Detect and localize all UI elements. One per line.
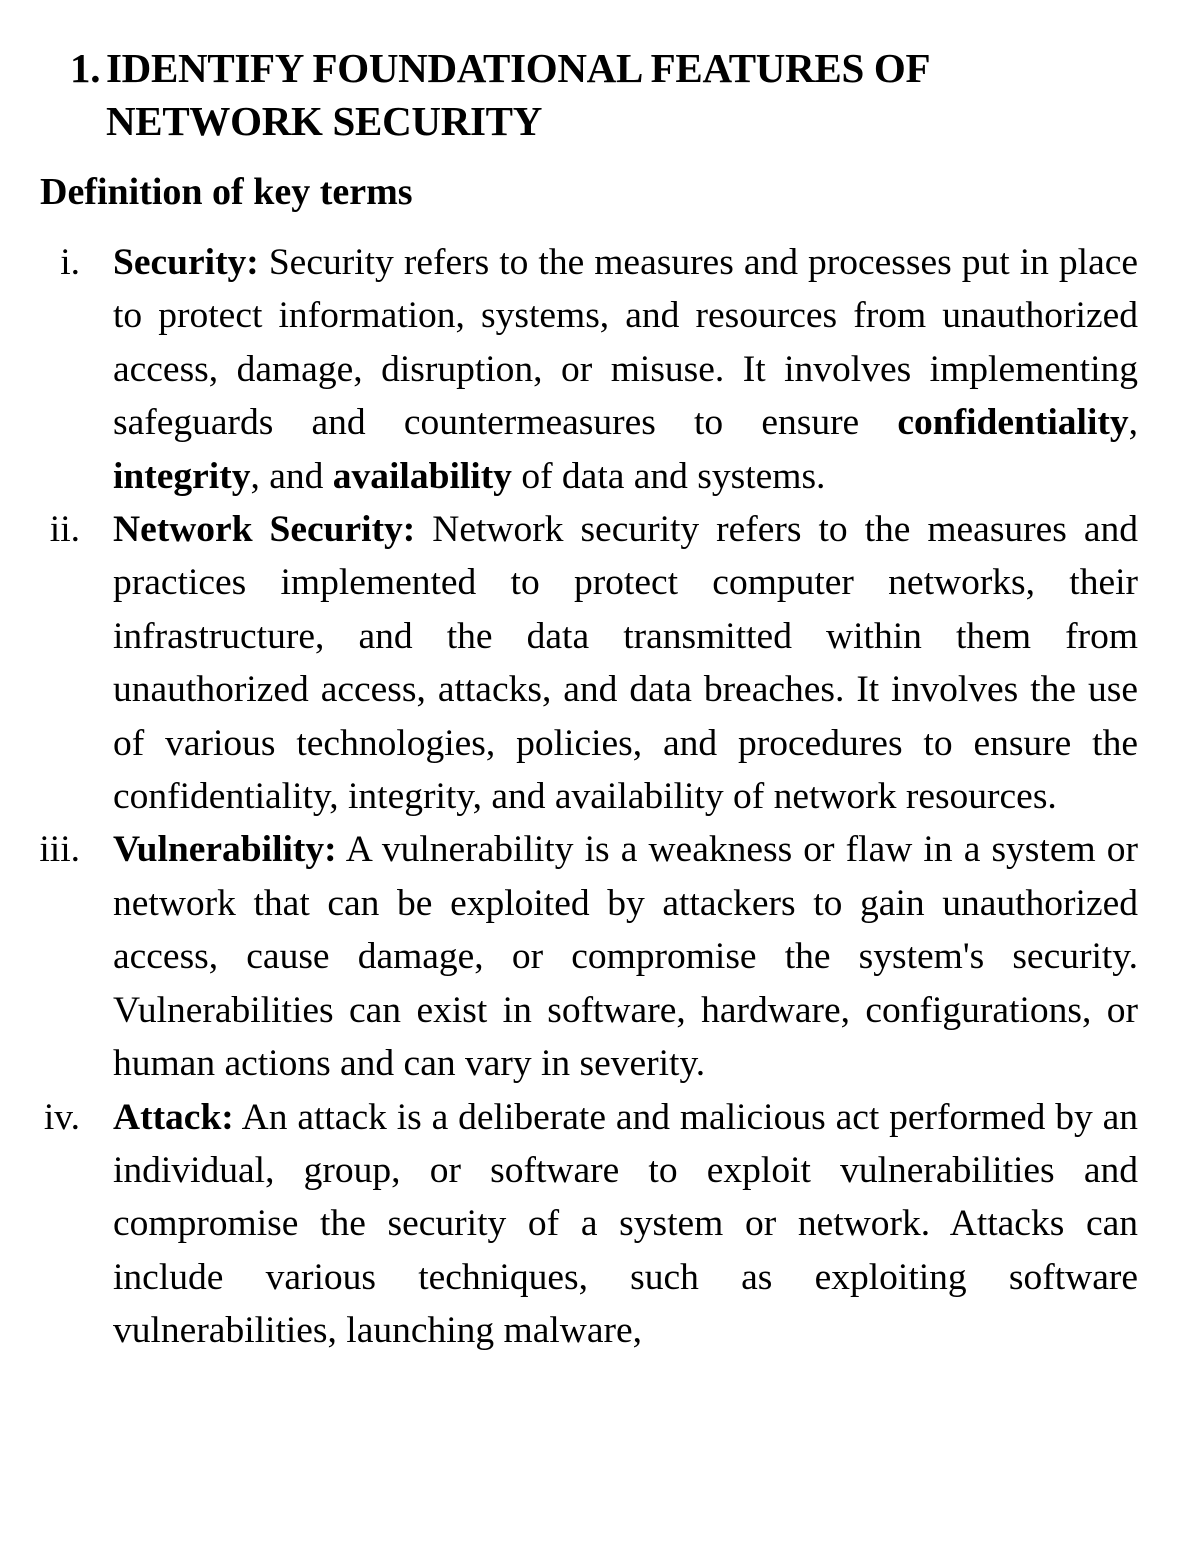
term-name: Security: (113, 242, 259, 283)
item-numeral: ii. (49, 509, 80, 551)
separator-text: , (1128, 402, 1138, 444)
bold-keyword: integrity (113, 455, 251, 497)
definition-text: Security refers to the measures and processes put in place to protect information, systems, and resources from unauthorized access, damage, disruption, or misuse. It involves implementing safeguards and countermeasures to ensure (113, 242, 1138, 444)
term-name: Attack: (113, 1096, 234, 1138)
definition-text: An attack is a deliberate and malicious act performed by an individual, group, or software to exploit vulnerabilities and compromise the security of a system or network. Attacks can include various techniques, such as exploiting software vulnerabilities, launching malware, (113, 1096, 1138, 1352)
section-heading (70, 42, 1070, 148)
term-name: Vulnerability: (113, 829, 337, 871)
item-numeral: i. (60, 242, 80, 283)
bold-keyword: availability (332, 455, 512, 497)
definition-text: of data and systems. (511, 455, 826, 497)
definitions-list (0, 236, 1200, 1358)
bold-keyword: confidentiality (897, 402, 1129, 444)
section-title: IDENTIFY FOUNDATIONAL FEATURES OF NETWORK SECURITY (106, 45, 929, 144)
item-numeral: iv. (43, 1096, 80, 1138)
definition-item-attack (0, 1091, 1138, 1358)
term-name: Network Security: (113, 509, 416, 551)
section-number: 1. (70, 45, 101, 91)
subheading: Definition of key terms (40, 171, 413, 213)
definition-item-security (0, 236, 1138, 503)
separator-text: , and (250, 455, 333, 497)
definition-text: Network security refers to the measures and practices implemented to protect computer networks, their infrastructure, and the data transmitted within them from unauthorized access, attacks, and data breaches. It involves the use of various technologies, policies, and procedures to ensure the confidentiality, integrity, and availability of network resources. (113, 509, 1138, 818)
definition-text: A vulnerability is a weakness or flaw in a system or network that can be exploited by attackers to gain unauthorized access, cause damage, or compromise the system's security. Vulnerabilities can exist in software, hardware, configurations, or human actions and can vary in severity. (113, 829, 1138, 1085)
item-numeral: iii. (39, 829, 80, 871)
definition-item-network-security (0, 503, 1138, 823)
definition-item-vulnerability (0, 823, 1138, 1090)
